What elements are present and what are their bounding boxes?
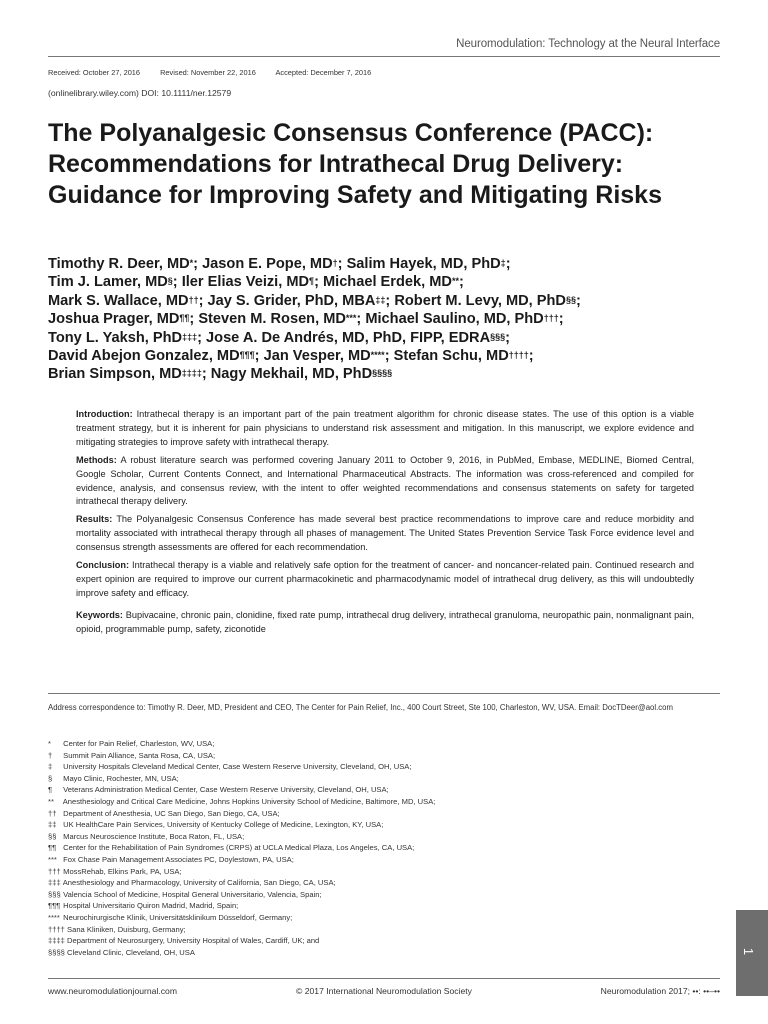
affiliation-text: Center for the Rehabilitation of Pain Syndromes (CRPS) at UCLA Medical Plaza, Los Angeles, CA, USA; — [63, 843, 415, 853]
affiliation-item — [48, 877, 720, 889]
author-affiliation-mark: † — [332, 258, 338, 268]
received-date: Received: October 27, 2016 — [48, 68, 141, 77]
abstract — [76, 408, 694, 641]
affiliation-text: MossRehab, Elkins Park, PA, USA; — [63, 866, 182, 876]
article-title: The Polyanalgesic Consensus Conference (PACC): Recommendations for Intrathecal Drug Delivery: Guidance for Improving Safety and Mitigating Risks — [48, 119, 662, 209]
author-name: ; — [575, 292, 581, 309]
affiliation-item — [48, 796, 720, 808]
affiliation-item — [48, 773, 720, 785]
author-affiliation-mark: †† — [188, 294, 199, 305]
affiliation-text: Summit Pain Alliance, Santa Rosa, CA, USA; — [63, 750, 216, 760]
affiliation-mark: ††† — [48, 866, 61, 876]
affiliation-text: Anesthesiology and Pharmacology, University of California, San Diego, CA, USA; — [62, 878, 336, 888]
affiliation-mark: ‡‡ — [48, 820, 57, 830]
affiliation-text: Department of Anesthesia, UC San Diego, San Diego, CA, USA; — [63, 808, 280, 818]
affiliation-item — [48, 854, 720, 866]
affiliation-text: Anesthesiology and Critical Care Medicine, Johns Hopkins University School of Medicine, Baltimore, MD, USA; — [62, 796, 436, 806]
author-line — [48, 292, 728, 310]
methods-text: A robust literature search was performed covering January 2011 to October 9, 2016, in PubMed, Embase, MEDLINE, Biomed Central, Google Scholar, Current Contents Connect, and International Pharmaceutical Abstracts. The information was cross-referenced and compiled for evidence, analysis, and consensus review, with the intent to offer weighted recommendations and consensus statements on safety for targeted intrathecal therapy delivery. — [76, 454, 694, 507]
affiliation-item — [48, 842, 720, 854]
author-name: ; Jose A. De Andrés, MD, PhD, FIPP, EDRA — [197, 329, 491, 346]
author-name: ; Michael Saulino, MD, PhD — [356, 311, 544, 328]
author-name: ; — [558, 311, 564, 328]
author-affiliation-mark: ‡‡ — [375, 294, 386, 305]
bottom-rule — [48, 978, 720, 979]
affiliation-item — [48, 900, 720, 912]
author-affiliation-mark: †††† — [508, 350, 529, 361]
keywords-label: Keywords: — [76, 609, 123, 620]
affiliation-text: Mayo Clinic, Rochester, MN, USA; — [63, 773, 179, 783]
author-list — [48, 255, 728, 384]
affiliation-item — [48, 947, 720, 959]
introduction-text: Intrathecal therapy is an important part of the pain treatment algorithm for chronic disease states. The use of this option is a viable treatment strategy, but it is inherent for pain physicians to understand risk assessment and mitigation. In this manuscript, we explore evidence and mitigating strategies to improve safety with intrathecal therapy. — [76, 409, 694, 447]
abstract-results — [76, 513, 694, 555]
affiliation-mark: †††† — [48, 924, 65, 934]
affiliation-mark: ‡‡‡ — [48, 878, 61, 888]
author-affiliation-mark: §§§§ — [372, 368, 393, 379]
affiliation-mark: §§ — [48, 831, 57, 841]
author-name: ; — [528, 348, 534, 365]
page-number-tab — [736, 910, 768, 996]
top-rule — [48, 56, 720, 57]
page-number: 1 — [741, 947, 757, 956]
author-name: ; Salim Hayek, MD, PhD — [337, 256, 501, 272]
author-affiliation-mark: *** — [345, 313, 357, 324]
author-name: Timothy R. Deer, MD — [48, 256, 190, 272]
affiliation-item — [48, 831, 720, 843]
author-line — [48, 347, 728, 365]
affiliation-mark: †† — [48, 808, 57, 818]
affiliation-item — [48, 808, 720, 820]
author-affiliation-mark: ¶¶¶ — [239, 350, 255, 361]
affiliation-item — [48, 761, 720, 773]
affiliation-item — [48, 866, 720, 878]
accepted-date: Accepted: December 7, 2016 — [275, 68, 372, 77]
affiliation-mark: ‡‡‡‡ — [48, 936, 65, 946]
author-name: ; Michael Erdek, MD — [314, 274, 452, 291]
affiliation-text: Department of Neurosurgery, University Hospital of Wales, Cardiff, UK; and — [67, 936, 320, 946]
footer-copyright: © 2017 International Neuromodulation Society — [296, 986, 472, 996]
conclusion-text: Intrathecal therapy is a viable and relatively safe option for the treatment of cancer- and noncancer-related pain. Continued research and expert opinion are required to improve our current pharmacokinetic and pharmacodynamic model of intrathecal drug delivery, as this will undoubtedly improve safety and efficacy. — [76, 560, 694, 598]
affiliation-item — [48, 784, 720, 796]
author-affiliation-mark: ‡‡‡‡ — [181, 368, 202, 379]
affiliation-mark: §§§ — [48, 889, 61, 899]
affiliation-mark: ‡ — [48, 762, 53, 772]
author-affiliation-mark: §§ — [565, 294, 576, 305]
affiliation-text: Sana Kliniken, Duisburg, Germany; — [67, 924, 186, 934]
author-name: ; Stefan Schu, MD — [384, 348, 509, 365]
affiliation-text: Fox Chase Pain Management Associates PC, Doylestown, PA, USA; — [63, 854, 294, 864]
affiliation-text: Center for Pain Relief, Charleston, WV, USA; — [63, 739, 215, 748]
abstract-introduction — [76, 408, 694, 450]
running-head: Neuromodulation: Technology at the Neural Interface — [456, 38, 720, 50]
affiliation-item — [48, 935, 720, 947]
results-text: The Polyanalgesic Consensus Conference has made several best practice recommendations to improve care and reduce morbidity and mortality associated with intrathecal therapy through all phases of management. The United States Prevention Service Task Force evidence level and consensus strength assessments are offered for each recommendation. — [76, 514, 695, 553]
affiliation-mark: † — [48, 750, 53, 760]
affiliation-mark: § — [48, 773, 53, 783]
author-name: Mark S. Wallace, MD — [48, 292, 189, 309]
author-name: ; Nagy Mekhail, MD, PhD — [201, 366, 373, 383]
author-affiliation-mark: ** — [451, 276, 459, 287]
abstract-conclusion — [76, 559, 694, 601]
conclusion-label: Conclusion: — [76, 560, 130, 571]
affiliation-item — [48, 889, 720, 901]
author-name: ; Jason E. Pope, MD — [193, 256, 333, 272]
author-line — [48, 255, 728, 273]
author-name: Tony L. Yaksh, PhD — [48, 329, 183, 346]
author-line — [48, 365, 728, 383]
affiliation-mark: **** — [48, 912, 60, 922]
author-name: ; — [505, 256, 511, 272]
doi-line[interactable]: (onlinelibrary.wiley.com) DOI: 10.1111/ner.12579 — [48, 88, 232, 98]
footer-citation: Neuromodulation 2017; ••: ••–•• — [600, 986, 720, 996]
author-affiliation-mark: ‡‡‡ — [182, 331, 198, 342]
author-affiliation-mark: **** — [370, 350, 385, 361]
correspondence-address: Address correspondence to: Timothy R. Deer, MD, President and CEO, The Center for Pain Relief, Inc., 400 Court Street, Ste 100, Charleston, WV, USA. Email: DocTDeer@aol.com — [48, 703, 674, 712]
affiliation-mark: ¶ — [48, 785, 53, 795]
affiliation-text: Veterans Administration Medical Center, Case Western Reserve University, Cleveland, OH, USA; — [63, 785, 389, 795]
affiliation-text: Marcus Neuroscience Institute, Boca Raton, FL, USA; — [63, 831, 245, 841]
revised-date: Revised: November 22, 2016 — [160, 68, 256, 77]
affiliation-mark: ¶¶ — [48, 843, 57, 853]
affiliation-text: University Hospitals Cleveland Medical Center, Case Western Reserve University, Cleveland, OH, USA; — [63, 762, 412, 772]
affiliation-mark: *** — [48, 854, 57, 864]
affiliation-item — [48, 750, 720, 762]
author-name: ; Jay S. Grider, PhD, MBA — [198, 292, 376, 309]
results-label: Results: — [76, 514, 113, 525]
author-name: ; — [458, 274, 464, 291]
affiliation-text: Hospital Universitario Quiron Madrid, Madrid, Spain; — [63, 901, 239, 911]
author-affiliation-mark: § — [167, 276, 173, 287]
affiliation-item — [48, 738, 720, 750]
author-name: Joshua Prager, MD — [48, 311, 180, 328]
author-line — [48, 329, 728, 347]
introduction-label: Introduction: — [76, 409, 133, 419]
abstract-keywords — [76, 609, 694, 637]
author-name: ; Steven M. Rosen, MD — [189, 311, 346, 328]
page-footer — [48, 986, 720, 998]
author-name: ; Jan Vesper, MD — [254, 348, 371, 365]
methods-label: Methods: — [76, 454, 117, 465]
author-affiliation-mark: ¶ — [309, 276, 315, 287]
author-name: Tim J. Lamer, MD — [48, 274, 168, 291]
affiliation-text: Valencia School of Medicine, Hospital General Universitario, Valencia, Spain; — [63, 889, 322, 899]
keywords-text: Bupivacaine, chronic pain, clonidine, fixed rate pump, intrathecal drug delivery, intrathecal granuloma, neuropathic pain, nonmalignant pain, opioid, programmable pump, safety, ziconotide — [76, 609, 694, 634]
author-name: ; Iler Elias Veizi, MD — [172, 274, 310, 291]
affiliation-text: Cleveland Clinic, Cleveland, OH, USA — [67, 947, 195, 957]
footer-journal-link[interactable]: www.neuromodulationjournal.com — [48, 986, 177, 996]
affiliation-mark: ** — [48, 796, 54, 806]
affiliation-item — [48, 912, 720, 924]
author-affiliation-mark: ††† — [543, 313, 559, 324]
abstract-methods — [76, 454, 694, 510]
author-name: Brian Simpson, MD — [48, 366, 182, 383]
author-affiliation-mark: §§§ — [490, 331, 506, 342]
author-line — [48, 273, 728, 291]
author-name: David Abejon Gonzalez, MD — [48, 348, 240, 365]
affiliation-mark: ¶¶¶ — [48, 901, 61, 911]
article-dates — [48, 68, 389, 77]
affiliation-text: UK HealthCare Pain Services, University of Kentucky College of Medicine, Lexington, KY, USA; — [63, 820, 384, 830]
author-line — [48, 310, 728, 328]
author-name: ; — [505, 329, 511, 346]
affiliation-item — [48, 924, 720, 936]
affiliation-mark: §§§§ — [48, 947, 65, 957]
author-name: ; Robert M. Levy, MD, PhD — [385, 292, 566, 309]
affiliation-text: Neurochirurgische Klinik, Universitätsklinikum Düsseldorf, Germany; — [63, 912, 293, 922]
author-affiliation-mark: * — [189, 258, 194, 268]
affiliation-list — [48, 738, 720, 958]
author-affiliation-mark: ¶¶ — [179, 313, 190, 324]
affiliation-mark: * — [48, 739, 51, 748]
footnote-rule — [48, 693, 720, 694]
author-affiliation-mark: ‡ — [500, 258, 506, 268]
affiliation-item — [48, 819, 720, 831]
